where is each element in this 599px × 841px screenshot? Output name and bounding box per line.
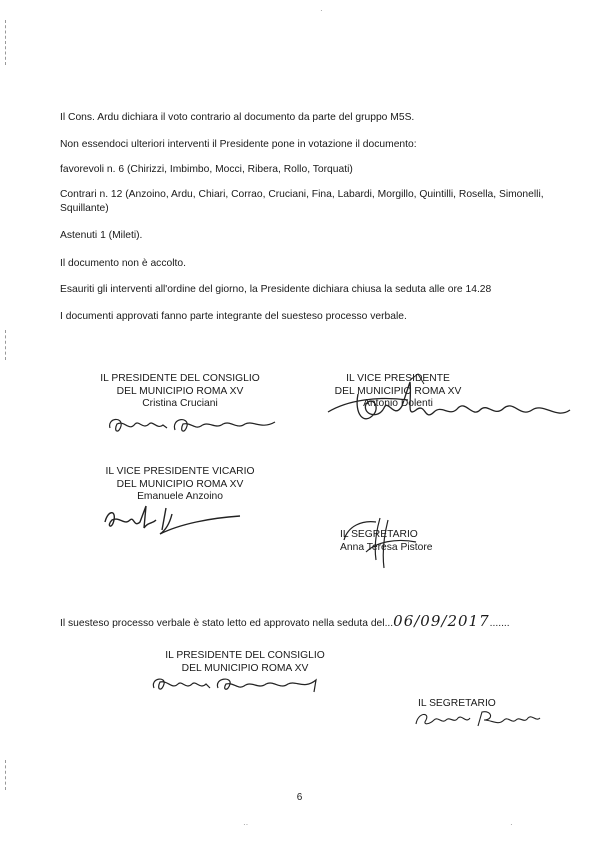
paragraph: Il documento non è accolto.: [60, 258, 186, 269]
handwritten-signature: [100, 500, 250, 542]
handwritten-signature: [148, 672, 328, 698]
paragraph: I documenti approvati fanno parte integrante del suesteso processo verbale.: [60, 311, 407, 322]
paragraph: Non essendoci ulteriori interventi il Presidente pone in votazione il documento:: [60, 139, 417, 150]
signature-title: IL VICE PRESIDENTE VICARIO: [105, 466, 255, 477]
signature-title: IL SEGRETARIO: [340, 529, 418, 540]
signature-title: IL VICE PRESIDENTE: [346, 373, 450, 384]
paragraph: Astenuti 1 (Mileti).: [60, 230, 143, 241]
handwritten-signature: [412, 706, 542, 732]
paragraph: Il Cons. Ardu dichiara il voto contrario al documento da parte del gruppo M5S.: [60, 112, 415, 123]
president-signature-block: [75, 373, 285, 411]
scan-margin-mark: [5, 760, 6, 790]
scan-artifact: ·: [510, 820, 513, 829]
leader-dots: ...: [384, 618, 394, 629]
signature-title: IL PRESIDENTE DEL CONSIGLIO: [165, 650, 325, 661]
signature-title: IL SEGRETARIO: [418, 698, 496, 709]
approval-statement: [60, 612, 510, 630]
handwritten-signature: [318, 370, 583, 432]
signature-title: IL PRESIDENTE DEL CONSIGLIO: [100, 373, 260, 384]
signatory-name: Cristina Cruciani: [142, 398, 218, 409]
scan-margin-mark: [5, 330, 6, 360]
scan-artifact: ··: [243, 820, 249, 829]
signatory-name: Anna Teresa Pistore: [340, 541, 433, 553]
leader-dots: .......: [489, 618, 510, 629]
vice-president-vicar-signature-block: [80, 466, 280, 504]
paragraph: Contrari n. 12 (Anzoino, Ardu, Chiari, Corrao, Cruciani, Fina, Labardi, Morgillo, Quintilli, Rosella, Simonelli, Squillante): [60, 189, 544, 214]
paragraph: favorevoli n. 6 (Chirizzi, Imbimbo, Mocci, Ribera, Rollo, Torquati): [60, 164, 353, 175]
signatory-name: Antonio Dolenti: [363, 398, 433, 409]
secretary-signature-block: [340, 529, 433, 554]
scan-margin-mark: [5, 20, 6, 65]
paragraph: Esauriti gli interventi all'ordine del giorno, la Presidente dichiara chiusa la seduta alle ore 14.28: [60, 284, 492, 295]
page-number: 6: [296, 792, 303, 803]
signature-title: DEL MUNICIPIO ROMA XV: [181, 662, 309, 674]
signature-title: DEL MUNICIPIO ROMA XV: [116, 478, 244, 490]
signature-title: DEL MUNICIPIO ROMA XV: [116, 385, 244, 397]
scan-artifact: ·: [320, 6, 323, 15]
signature-title: DEL MUNICIPIO ROMA XV: [334, 385, 462, 397]
approval-date: 06/09/2017: [393, 612, 490, 630]
handwritten-signature: [105, 410, 285, 442]
signatory-name: Emanuele Anzoino: [137, 491, 223, 502]
approval-text: Il suesteso processo verbale è stato letto ed approvato nella seduta del: [60, 618, 385, 629]
